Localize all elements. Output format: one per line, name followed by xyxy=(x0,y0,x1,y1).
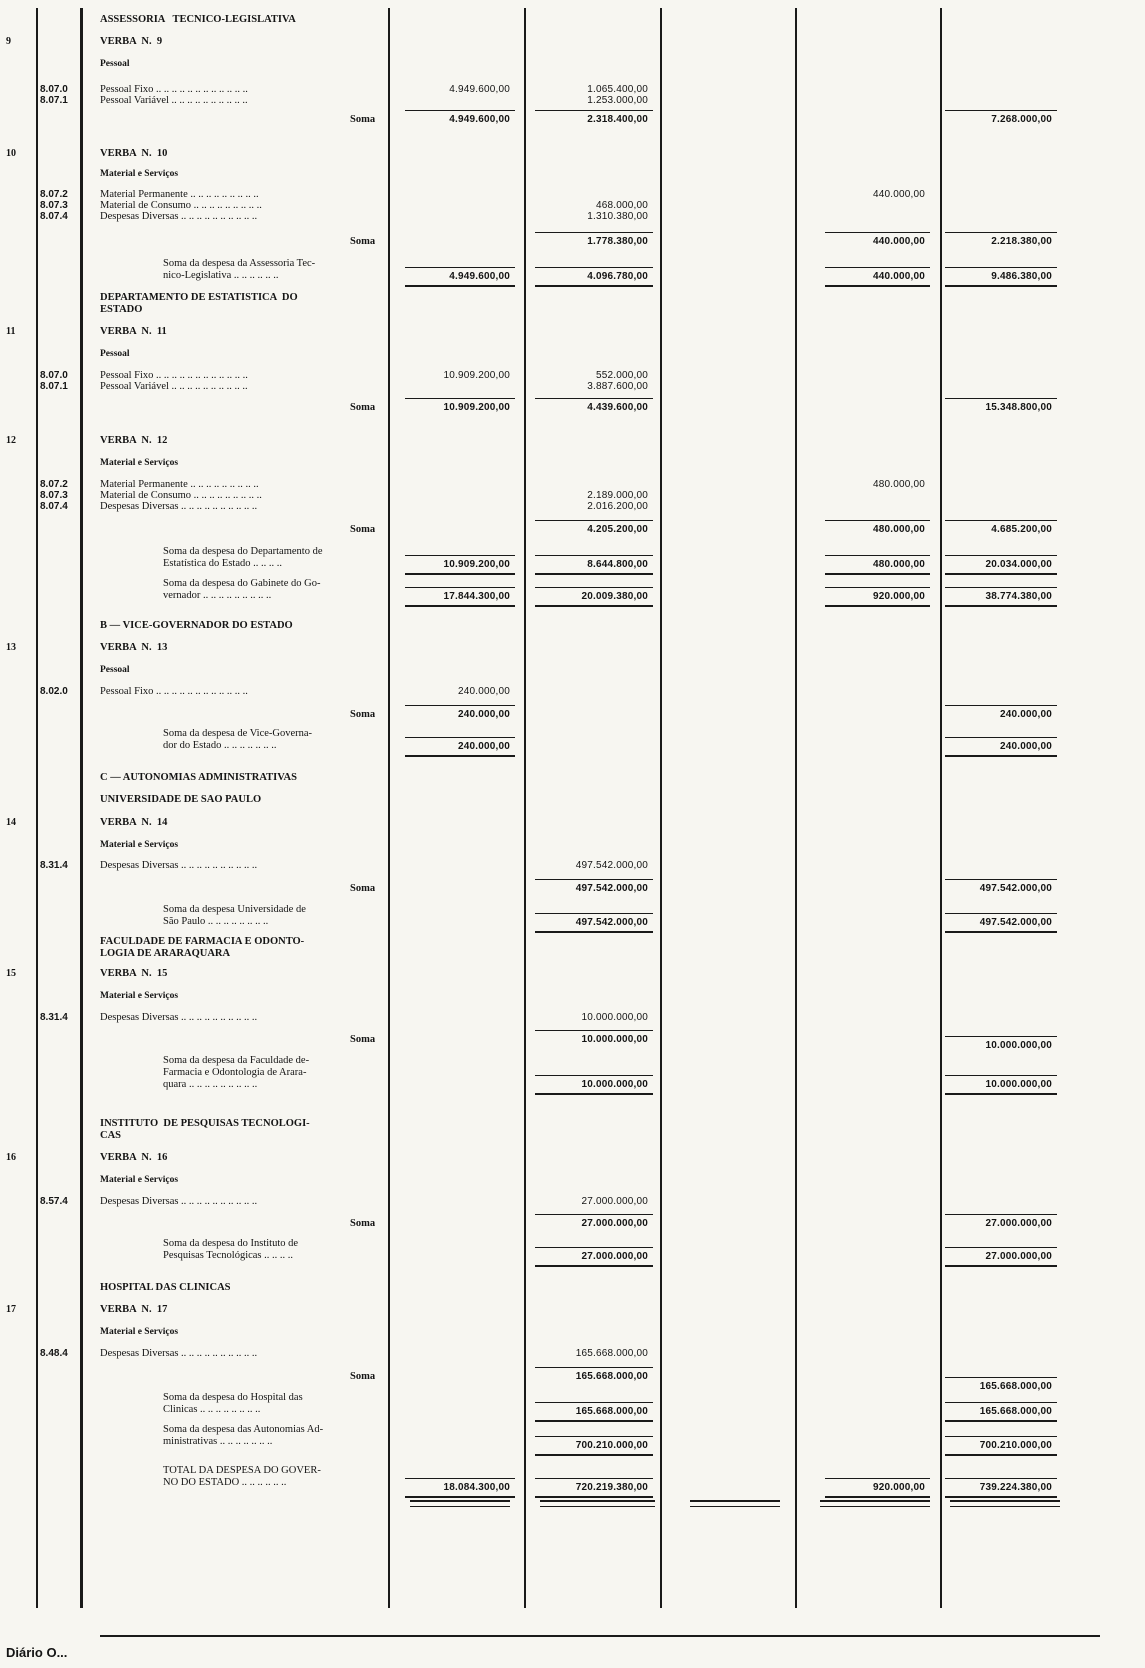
soma-label: Soma xyxy=(350,524,376,535)
soma-label: Soma xyxy=(350,1218,376,1229)
heading-label: UNIVERSIDADE DE SAO PAULO xyxy=(100,794,262,805)
amount-c1: 17.844.300,00 xyxy=(443,591,510,602)
underline-rule xyxy=(535,879,653,880)
underline-rule xyxy=(535,1454,653,1456)
underline-rule xyxy=(535,1075,653,1076)
heading-label: Material e Serviços xyxy=(100,1175,179,1185)
amount-c2: 2.016.200,00 xyxy=(587,501,648,512)
budget-code: 8.57.4 xyxy=(40,1196,68,1207)
amount-c5: 497.542.000,00 xyxy=(979,883,1052,894)
subtotal-label: Soma da despesa Universidade de São Paulo .. .. .. .. .. .. .. .. xyxy=(163,904,306,927)
amount-c5: 739.224.380,00 xyxy=(979,1482,1052,1493)
underline-rule xyxy=(535,1402,653,1403)
underline-rule xyxy=(405,737,515,738)
heading-label: FACULDADE DE FARMACIA E ODONTO- LOGIA DE ARARAQUARA xyxy=(100,936,305,959)
amount-c2: 1.253.000,00 xyxy=(587,95,648,106)
amount-c2: 4.205.200,00 xyxy=(587,524,648,535)
amount-c5: 165.668.000,00 xyxy=(979,1406,1052,1417)
underline-rule xyxy=(410,1500,510,1502)
subtotal-label: Soma da despesa do Departamento de Estatística do Estado .. .. .. .. xyxy=(163,546,323,569)
underline-rule xyxy=(535,1093,653,1095)
underline-rule xyxy=(945,1402,1057,1403)
amount-c2: 27.000.000,00 xyxy=(581,1251,648,1262)
line-item-label: Pessoal Variável .. .. .. .. .. .. .. .. .. .. xyxy=(100,381,248,392)
amount-c2: 165.668.000,00 xyxy=(575,1406,648,1417)
line-item-label: Despesas Diversas .. .. .. .. .. .. .. .. .. .. xyxy=(100,501,258,512)
underline-rule xyxy=(535,605,653,607)
amount-c2: 4.096.780,00 xyxy=(587,271,648,282)
amount-c4: 440.000,00 xyxy=(872,236,925,247)
line-item-label: Despesas Diversas .. .. .. .. .. .. .. .. .. .. xyxy=(100,1196,258,1207)
amount-c2: 552.000,00 xyxy=(595,370,648,381)
heading-label: VERBA N. 9 xyxy=(100,36,163,47)
heading-label: HOSPITAL DAS CLINICAS xyxy=(100,1282,231,1293)
soma-label: Soma xyxy=(350,236,376,247)
amount-c1: 240.000,00 xyxy=(457,709,510,720)
underline-rule xyxy=(945,1093,1057,1095)
verba-number: 16 xyxy=(6,1152,16,1163)
amount-c5: 27.000.000,00 xyxy=(985,1218,1052,1229)
amount-c5: 20.034.000,00 xyxy=(985,559,1052,570)
amount-c5: 10.000.000,00 xyxy=(985,1040,1052,1051)
soma-label: Soma xyxy=(350,883,376,894)
underline-rule xyxy=(100,1635,1100,1637)
budget-code: 8.31.4 xyxy=(40,1012,68,1023)
soma-label: Soma xyxy=(350,114,376,125)
underline-rule xyxy=(945,879,1057,880)
underline-rule xyxy=(405,573,515,575)
underline-rule xyxy=(945,285,1057,287)
subtotal-label: TOTAL DA DESPESA DO GOVER- NO DO ESTADO .. .. .. .. .. .. xyxy=(163,1465,321,1488)
underline-rule xyxy=(535,110,653,111)
soma-label: Soma xyxy=(350,1371,376,1382)
underline-rule xyxy=(945,110,1057,111)
heading-label: B — VICE-GOVERNADOR DO ESTADO xyxy=(100,620,293,631)
underline-rule xyxy=(945,398,1057,399)
line-item-label: Despesas Diversas .. .. .. .. .. .. .. .. .. .. xyxy=(100,1348,258,1359)
underline-rule xyxy=(825,267,930,268)
heading-label: Material e Serviços xyxy=(100,991,179,1001)
heading-label: VERBA N. 17 xyxy=(100,1304,168,1315)
amount-c2: 2.318.400,00 xyxy=(587,114,648,125)
amount-c2: 4.439.600,00 xyxy=(587,402,648,413)
underline-rule xyxy=(535,267,653,268)
underline-rule xyxy=(535,1420,653,1422)
budget-code: 8.07.4 xyxy=(40,501,68,512)
amount-c5: 9.486.380,00 xyxy=(991,271,1052,282)
heading-label: Material e Serviços xyxy=(100,840,179,850)
amount-c4: 440.000,00 xyxy=(872,271,925,282)
amount-c2: 27.000.000,00 xyxy=(581,1218,648,1229)
heading-label: Material e Serviços xyxy=(100,458,179,468)
underline-rule xyxy=(825,285,930,287)
heading-label: Pessoal xyxy=(100,665,130,675)
underline-rule xyxy=(945,573,1057,575)
heading-label: Material e Serviços xyxy=(100,1327,179,1337)
underline-rule xyxy=(825,232,930,233)
verba-number: 13 xyxy=(6,642,16,653)
heading-label: VERBA N. 11 xyxy=(100,326,167,337)
soma-label: Soma xyxy=(350,1034,376,1045)
amount-c5: 700.210.000,00 xyxy=(979,1440,1052,1451)
amount-c5: 38.774.380,00 xyxy=(985,591,1052,602)
underline-rule xyxy=(405,285,515,287)
heading-label: C — AUTONOMIAS ADMINISTRATIVAS xyxy=(100,772,297,783)
amount-c1: 10.909.200,00 xyxy=(443,370,510,381)
underline-rule xyxy=(945,1496,1057,1498)
underline-rule xyxy=(945,267,1057,268)
line-item-label: Despesas Diversas .. .. .. .. .. .. .. .. .. .. xyxy=(100,1012,258,1023)
column-rule xyxy=(524,8,526,1608)
underline-rule xyxy=(945,705,1057,706)
underline-rule xyxy=(825,1478,930,1479)
heading-label: Pessoal xyxy=(100,349,130,359)
underline-rule xyxy=(540,1506,655,1507)
line-item-label: Pessoal Fixo .. .. .. .. .. .. .. .. .. .. .. .. xyxy=(100,686,248,697)
underline-rule xyxy=(405,398,515,399)
subtotal-label: Soma da despesa de Vice-Governa- dor do Estado .. .. .. .. .. .. .. xyxy=(163,728,313,751)
amount-c2: 10.000.000,00 xyxy=(581,1079,648,1090)
amount-c1: 10.909.200,00 xyxy=(443,559,510,570)
amount-c4: 480.000,00 xyxy=(872,559,925,570)
soma-label: Soma xyxy=(350,402,376,413)
underline-rule xyxy=(825,573,930,575)
amount-c4: 440.000,00 xyxy=(872,189,925,200)
amount-c5: 7.268.000,00 xyxy=(991,114,1052,125)
underline-rule xyxy=(945,520,1057,521)
heading-label: Material e Serviços xyxy=(100,169,179,179)
underline-rule xyxy=(405,1496,515,1498)
underline-rule xyxy=(405,1478,515,1479)
underline-rule xyxy=(945,1265,1057,1267)
amount-c5: 27.000.000,00 xyxy=(985,1251,1052,1262)
amount-c1: 10.909.200,00 xyxy=(443,402,510,413)
line-item-label: Material de Consumo .. .. .. .. .. .. .. .. .. xyxy=(100,200,262,211)
heading-label: VERBA N. 16 xyxy=(100,1152,168,1163)
underline-rule xyxy=(690,1500,780,1502)
verba-number: 15 xyxy=(6,968,16,979)
underline-rule xyxy=(825,587,930,588)
underline-rule xyxy=(535,1247,653,1248)
heading-label: INSTITUTO DE PESQUISAS TECNOLOGI- CAS xyxy=(100,1118,310,1141)
underline-rule xyxy=(825,1496,930,1498)
heading-label: VERBA N. 10 xyxy=(100,148,168,159)
amount-c2: 1.065.400,00 xyxy=(587,84,648,95)
amount-c5: 15.348.800,00 xyxy=(985,402,1052,413)
underline-rule xyxy=(535,1478,653,1479)
amount-c2: 20.009.380,00 xyxy=(581,591,648,602)
amount-c2: 497.542.000,00 xyxy=(575,883,648,894)
line-item-label: Pessoal Fixo .. .. .. .. .. .. .. .. .. .. .. .. xyxy=(100,84,248,95)
soma-label: Soma xyxy=(350,709,376,720)
line-item-label: Despesas Diversas .. .. .. .. .. .. .. .. .. .. xyxy=(100,211,258,222)
underline-rule xyxy=(945,587,1057,588)
underline-rule xyxy=(535,285,653,287)
column-rule xyxy=(388,8,390,1608)
underline-rule xyxy=(535,573,653,575)
underline-rule xyxy=(825,520,930,521)
underline-rule xyxy=(535,398,653,399)
line-item-label: Pessoal Variável .. .. .. .. .. .. .. .. .. .. xyxy=(100,95,248,106)
amount-c4: 920.000,00 xyxy=(872,1482,925,1493)
amount-c2: 10.000.000,00 xyxy=(581,1012,648,1023)
amount-c1: 4.949.600,00 xyxy=(449,114,510,125)
verba-number: 17 xyxy=(6,1304,16,1315)
column-rule xyxy=(36,8,38,1608)
heading-label: VERBA N. 13 xyxy=(100,642,168,653)
underline-rule xyxy=(535,520,653,521)
underline-rule xyxy=(945,1420,1057,1422)
column-rule xyxy=(795,8,797,1608)
underline-rule xyxy=(535,1030,653,1031)
line-item-label: Pessoal Fixo .. .. .. .. .. .. .. .. .. .. .. .. xyxy=(100,370,248,381)
amount-c1: 240.000,00 xyxy=(457,741,510,752)
amount-c5: 165.668.000,00 xyxy=(979,1381,1052,1392)
verba-number: 11 xyxy=(6,326,16,337)
underline-rule xyxy=(535,232,653,233)
amount-c2: 27.000.000,00 xyxy=(581,1196,648,1207)
amount-c5: 10.000.000,00 xyxy=(985,1079,1052,1090)
underline-rule xyxy=(405,555,515,556)
verba-number: 12 xyxy=(6,435,16,446)
subtotal-label: Soma da despesa das Autonomias Ad- ministrativas .. .. .. .. .. .. .. xyxy=(163,1424,324,1447)
amount-c5: 240.000,00 xyxy=(999,741,1052,752)
underline-rule xyxy=(945,1436,1057,1437)
budget-code: 8.07.2 xyxy=(40,479,68,490)
underline-rule xyxy=(540,1500,655,1502)
budget-code: 8.31.4 xyxy=(40,860,68,871)
underline-rule xyxy=(945,755,1057,757)
column-rule xyxy=(940,8,942,1608)
verba-number: 9 xyxy=(6,36,11,47)
amount-c5: 2.218.380,00 xyxy=(991,236,1052,247)
underline-rule xyxy=(405,267,515,268)
line-item-label: Material de Consumo .. .. .. .. .. .. .. .. .. xyxy=(100,490,262,501)
amount-c4: 920.000,00 xyxy=(872,591,925,602)
subtotal-label: Soma da despesa do Gabinete do Go- vernador .. .. .. .. .. .. .. .. .. xyxy=(163,578,321,601)
heading-label: VERBA N. 12 xyxy=(100,435,168,446)
budget-code: 8.02.0 xyxy=(40,686,68,697)
amount-c1: 4.949.600,00 xyxy=(449,84,510,95)
underline-rule xyxy=(825,555,930,556)
underline-rule xyxy=(535,1265,653,1267)
amount-c2: 3.887.600,00 xyxy=(587,381,648,392)
budget-code: 8.07.2 xyxy=(40,189,68,200)
underline-rule xyxy=(405,110,515,111)
amount-c5: 4.685.200,00 xyxy=(991,524,1052,535)
amount-c2: 10.000.000,00 xyxy=(581,1034,648,1045)
underline-rule xyxy=(945,555,1057,556)
amount-c2: 2.189.000,00 xyxy=(587,490,648,501)
amount-c1: 4.949.600,00 xyxy=(449,271,510,282)
underline-rule xyxy=(535,1436,653,1437)
underline-rule xyxy=(535,913,653,914)
amount-c5: 240.000,00 xyxy=(999,709,1052,720)
subtotal-label: Soma da despesa do Instituto de Pesquisas Tecnológicas .. .. .. .. xyxy=(163,1238,299,1261)
underline-rule xyxy=(820,1500,930,1502)
verba-number: 10 xyxy=(6,148,16,159)
underline-rule xyxy=(405,755,515,757)
underline-rule xyxy=(405,605,515,607)
subtotal-label: Soma da despesa da Faculdade de- Farmacia e Odontologia de Arara- quara .. .. .. .. .. .. .. .. .. xyxy=(163,1055,310,1090)
underline-rule xyxy=(950,1500,1060,1502)
underline-rule xyxy=(405,705,515,706)
amount-c2: 165.668.000,00 xyxy=(575,1348,648,1359)
amount-c2: 1.310.380,00 xyxy=(587,211,648,222)
budget-code: 8.07.0 xyxy=(40,370,68,381)
underline-rule xyxy=(825,605,930,607)
underline-rule xyxy=(945,605,1057,607)
budget-code: 8.07.1 xyxy=(40,381,68,392)
amount-c4: 480.000,00 xyxy=(872,524,925,535)
subtotal-label: Soma da despesa da Assessoria Tec- nico-Legislativa .. .. .. .. .. .. xyxy=(163,258,316,281)
heading-label: Pessoal xyxy=(100,59,130,69)
amount-c2: 720.219.380,00 xyxy=(575,1482,648,1493)
underline-rule xyxy=(535,555,653,556)
underline-rule xyxy=(945,1454,1057,1456)
amount-c2: 165.668.000,00 xyxy=(575,1371,648,1382)
budget-code: 8.07.3 xyxy=(40,200,68,211)
underline-rule xyxy=(690,1506,780,1507)
column-rule xyxy=(660,8,662,1608)
underline-rule xyxy=(410,1506,510,1507)
underline-rule xyxy=(945,1247,1057,1248)
underline-rule xyxy=(535,587,653,588)
underline-rule xyxy=(945,1478,1057,1479)
underline-rule xyxy=(945,232,1057,233)
budget-code: 8.07.0 xyxy=(40,84,68,95)
amount-c2: 1.778.380,00 xyxy=(587,236,648,247)
budget-code: 8.07.3 xyxy=(40,490,68,501)
underline-rule xyxy=(945,1214,1057,1215)
amount-c2: 468.000,00 xyxy=(595,200,648,211)
underline-rule xyxy=(535,1367,653,1368)
budget-code: 8.07.1 xyxy=(40,95,68,106)
subtotal-label: Soma da despesa do Hospital das Clinicas .. .. .. .. .. .. .. .. xyxy=(163,1392,303,1415)
footer-label: Diário O... xyxy=(6,1645,68,1660)
underline-rule xyxy=(945,1036,1057,1037)
underline-rule xyxy=(535,1214,653,1215)
underline-rule xyxy=(945,913,1057,914)
amount-c4: 480.000,00 xyxy=(872,479,925,490)
underline-rule xyxy=(405,587,515,588)
amount-c5: 497.542.000,00 xyxy=(979,917,1052,928)
line-item-label: Despesas Diversas .. .. .. .. .. .. .. .. .. .. xyxy=(100,860,258,871)
heading-label: VERBA N. 15 xyxy=(100,968,168,979)
amount-c1: 18.084.300,00 xyxy=(443,1482,510,1493)
column-rule xyxy=(80,8,83,1608)
verba-number: 14 xyxy=(6,817,16,828)
underline-rule xyxy=(820,1506,930,1507)
line-item-label: Material Permanente .. .. .. .. .. .. .. .. .. xyxy=(100,479,259,490)
underline-rule xyxy=(945,737,1057,738)
amount-c2: 497.542.000,00 xyxy=(575,917,648,928)
underline-rule xyxy=(945,1377,1057,1378)
amount-c2: 700.210.000,00 xyxy=(575,1440,648,1451)
heading-label: DEPARTAMENTO DE ESTATISTICA DO ESTADO xyxy=(100,292,298,315)
underline-rule xyxy=(945,931,1057,933)
amount-c2: 497.542.000,00 xyxy=(575,860,648,871)
underline-rule xyxy=(950,1506,1060,1507)
line-item-label: Material Permanente .. .. .. .. .. .. .. .. .. xyxy=(100,189,259,200)
underline-rule xyxy=(535,1496,653,1498)
heading-label: VERBA N. 14 xyxy=(100,817,168,828)
amount-c1: 240.000,00 xyxy=(457,686,510,697)
budget-code: 8.48.4 xyxy=(40,1348,68,1359)
budget-code: 8.07.4 xyxy=(40,211,68,222)
section-title: ASSESSORIA TECNICO-LEGISLATIVA xyxy=(100,14,296,25)
amount-c2: 8.644.800,00 xyxy=(587,559,648,570)
underline-rule xyxy=(945,1075,1057,1076)
underline-rule xyxy=(535,931,653,933)
